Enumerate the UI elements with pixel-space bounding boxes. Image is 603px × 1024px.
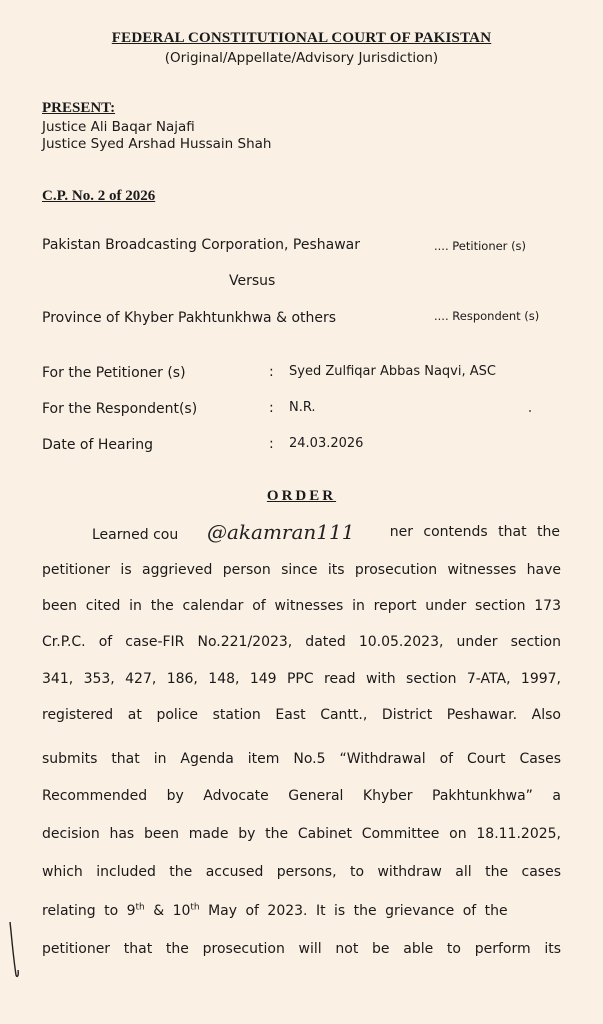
order-line: petitioner that the prosecution will not be able to perform its (42, 941, 561, 957)
colon: : (269, 364, 274, 380)
colon: : (269, 400, 274, 416)
case-number: C.P. No. 2 of 2026 (42, 188, 156, 204)
jurisdiction: (Original/Appellate/Advisory Jurisdiction) (164, 50, 439, 66)
order-line: decision has been made by the Cabinet Committee on 18.11.2025, (42, 826, 561, 842)
ordinal: th (190, 902, 200, 913)
order-line (42, 903, 508, 919)
court-title: FEDERAL CONSTITUTIONAL COURT OF PAKISTAN (111, 30, 492, 46)
order-line: registered at police station East Cantt., District Peshawar. Also (42, 707, 561, 723)
order-line: been cited in the calendar of witnesses in report under section 173 (42, 598, 561, 614)
hearing-date-label: Date of Hearing (42, 437, 153, 453)
colon: : (269, 436, 274, 452)
order-text: May of 2023. It is the grievance of the (199, 903, 508, 919)
order-line: Recommended by Advocate General Khyber Pakhtunkhwa” a (42, 788, 561, 804)
versus-label: Versus (229, 273, 276, 289)
order-line-1a: Learned cou (92, 527, 179, 543)
petitioner-counsel-label: For the Petitioner (s) (42, 365, 186, 381)
justice-2: Justice Syed Arshad Hussain Shah (42, 136, 272, 152)
petitioner-name: Pakistan Broadcasting Corporation, Peshawar (42, 237, 361, 253)
order-line-1b: ner contends that the (389, 524, 560, 540)
order-text: relating to 9 (42, 903, 136, 919)
ordinal: th (135, 902, 145, 913)
respondent-name: Province of Khyber Pakhtunkhwa & others (42, 310, 337, 326)
watermark-handle: @akamran111 (207, 520, 355, 544)
order-text: & 10 (144, 903, 191, 919)
order-line: petitioner is aggrieved person since its prosecution witnesses have (42, 562, 561, 578)
justice-1: Justice Ali Baqar Najafi (42, 119, 195, 135)
order-line: which included the accused persons, to withdraw all the cases (42, 864, 561, 880)
respondent-counsel-label: For the Respondent(s) (42, 401, 198, 417)
order-line: submits that in Agenda item No.5 “Withdrawal of Court Cases (42, 751, 561, 767)
petitioner-counsel-value: Syed Zulfiqar Abbas Naqvi, ASC (289, 364, 496, 379)
petitioner-role: .... Petitioner (s) (434, 239, 527, 253)
speck (529, 410, 531, 412)
present-label: PRESENT: (42, 100, 116, 116)
hearing-date-value: 24.03.2026 (289, 436, 364, 451)
order-title: ORDER (266, 488, 337, 504)
margin-pen-mark (4, 920, 24, 980)
order-line: 341, 353, 427, 186, 148, 149 PPC read with section 7-ATA, 1997, (42, 671, 561, 687)
respondent-role: .... Respondent (s) (434, 309, 540, 323)
order-line: Cr.P.C. of case-FIR No.221/2023, dated 10.05.2023, under section (42, 634, 561, 650)
respondent-counsel-value: N.R. (289, 400, 316, 415)
